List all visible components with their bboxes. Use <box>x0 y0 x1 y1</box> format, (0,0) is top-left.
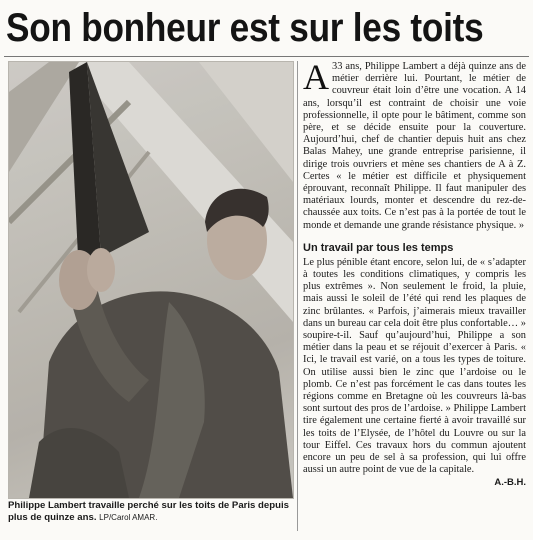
subheading: Un travail par tous les temps <box>303 241 454 254</box>
roofer-photo-illustration <box>9 62 293 498</box>
drop-cap: A <box>303 57 329 97</box>
body-paragraph: Le plus pénible étant encore, selon lui, de « s’adapter à toutes les conditions climatiques, y compris les plus extrêmes ». Non seulement le froid, la pluie, mais aussi le soleil de l’été qui rend les plaques de zinc brûlantes. « Parfois, j’aimerais mieux travailler dans un bureau car cela doit être plus confortable… » soupire-t-il. Sauf qu’aujourd’hui, Philippe a son métier dans la peau et se réjouit d’exercer à Paris. « Ici, le travail est varié, on a tous les types de toiture. On utilise aussi bien le zinc que l’ardoise ou le plomb. Ce n’est pas forcément le cas dans toutes les régions comme en Bretagne où les couvreurs là-bas sont surtout des pros de l’ardoise. » Philippe Lambert tire également une certaine fierté à avoir travaillé sur les toits de l’Elysée, de l’hôtel du Louvre ou sur la tour Eiffel. Ces travaux hors du commun ajoutent encore un peu de sel à sa profession, qui lui offre aussi un autre point de vue de la capitale. <box>303 256 526 476</box>
intro-paragraph <box>303 57 526 232</box>
intro-text: 33 ans, Philippe Lambert a déjà quinze ans de métier derrière lui. Pourtant, le métier de couvreur était loin d’être une vocation. A 14 ans, lorsqu’il est contraint de choisir une voie professionnelle, il opte pour le bâtiment, comme son père, et se décide ensuite pour la couverture. Aujourd’hui, chef de chantier depuis huit ans chez Balas Mahey, une grande entreprise parisienne, il dirige trois ouvriers et mène ses chantiers de A à Z. Certes « le métier est difficile et physiquement éprouvant, reconnaît Philippe. Il faut manipuler des matériaux lourds, monter et descendre du rez-de-chaussée aux toits. Ce n’est pas à la portée de tout le monde et demande une grande résistance physique. » <box>303 61 526 231</box>
top-rule <box>4 56 529 57</box>
headline: Son bonheur est sur les toits <box>6 6 484 50</box>
photo-caption <box>8 500 292 524</box>
photo-credit: LP/Carol AMAR. <box>99 513 158 522</box>
article-photo <box>8 61 294 499</box>
article-body <box>303 57 526 489</box>
column-divider <box>297 61 298 531</box>
caption-text: Philippe Lambert travaille perché sur les toits de Paris depuis plus de quinze ans. <box>8 500 289 523</box>
author-signature: A.-B.H. <box>494 476 526 488</box>
